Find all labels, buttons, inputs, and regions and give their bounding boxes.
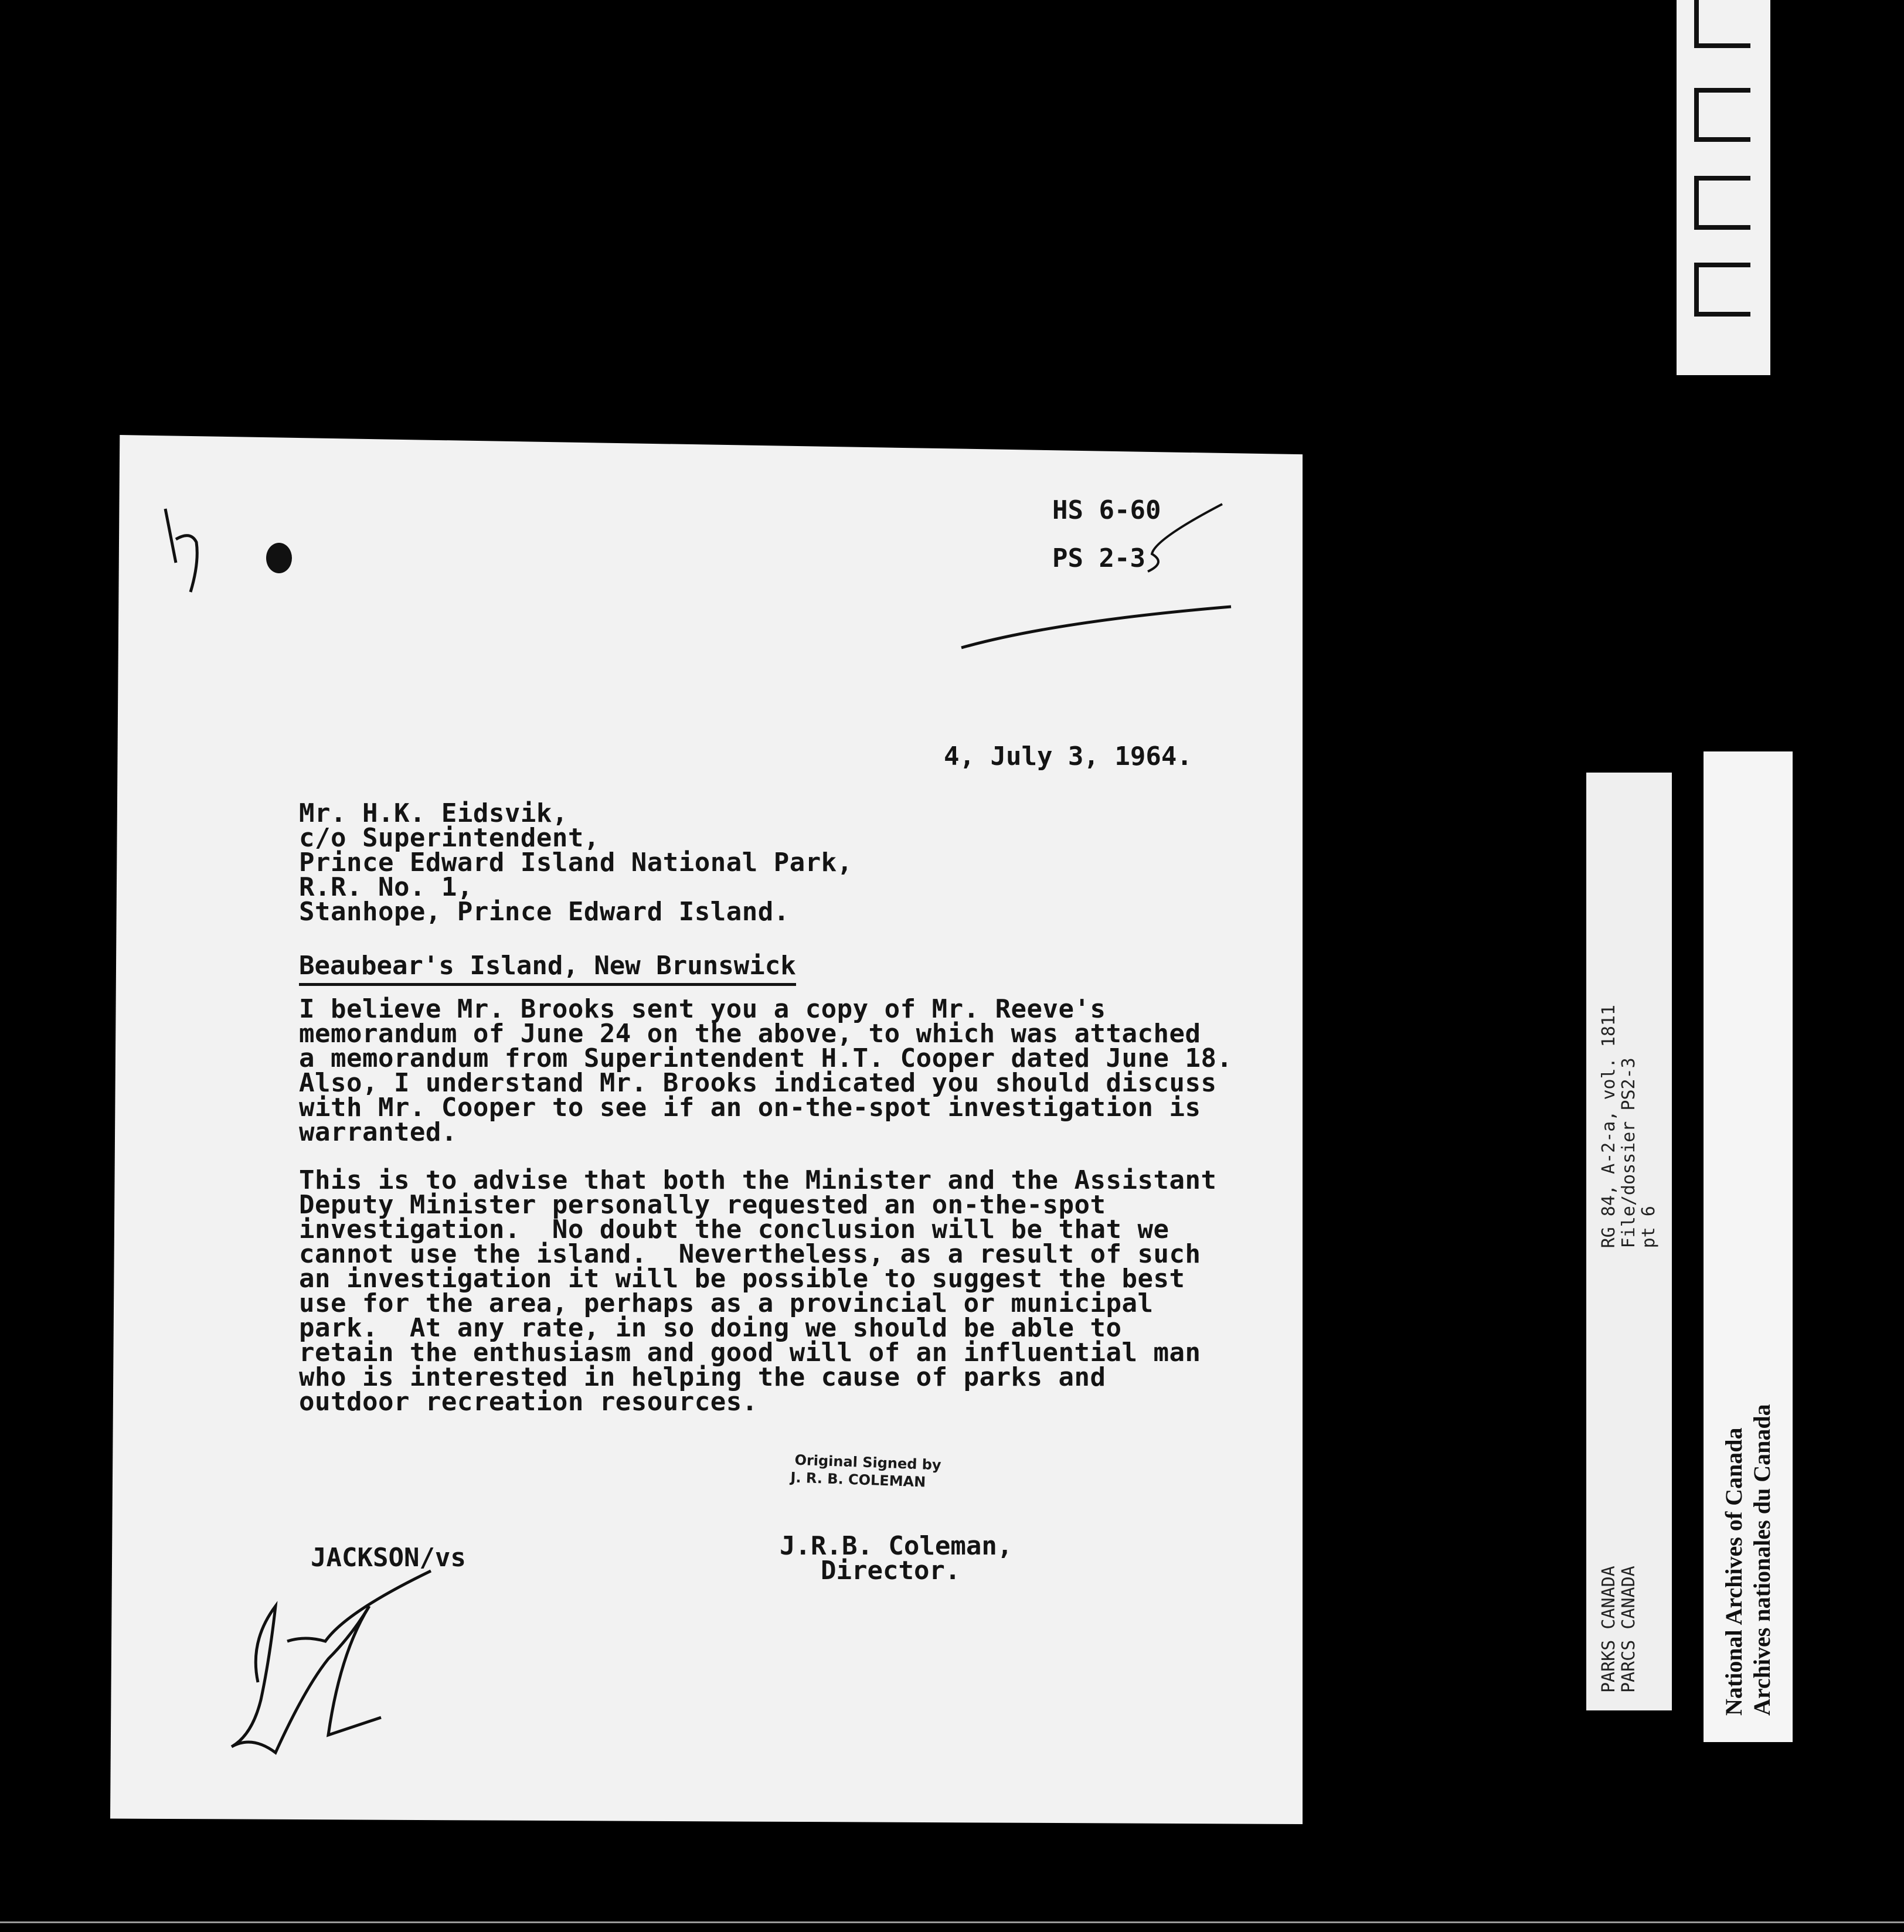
body-line: Also, I understand Mr. Brooks indicated you should discuss — [299, 1068, 1217, 1098]
body-line: use for the area, perhaps as a provincial or municipal — [299, 1288, 1154, 1318]
body-line: I believe Mr. Brooks sent you a copy of Mr. Reeve's — [299, 994, 1106, 1024]
archives-label-line: Archives nationales du Canada — [1749, 1404, 1775, 1716]
file-ref-hs: HS 6-60 — [1052, 495, 1161, 525]
body-line: with Mr. Cooper to see if an on-the-spot investigation is — [299, 1093, 1201, 1123]
stamp-line: J. R. B. COLEMAN — [790, 1469, 926, 1491]
stamp-line: Original Signed by — [794, 1451, 942, 1474]
body-line: park. At any rate, in so doing we should be able to — [299, 1313, 1122, 1343]
handwritten-mark-top-left — [165, 509, 197, 592]
body-line: a memorandum from Superintendent H.T. Cooper dated June 18. — [299, 1043, 1233, 1073]
address-line: R.R. No. 1, — [299, 872, 473, 902]
body-line: cannot use the island. Nevertheless, as a result of such — [299, 1239, 1201, 1269]
typist-initials: JACKSON/vs — [311, 1543, 466, 1573]
body-line: who is interested in helping the cause of parks and — [299, 1362, 1106, 1392]
subject-line: Beaubear's Island, New Brunswick — [299, 951, 796, 986]
handwritten-initials — [232, 1571, 431, 1753]
body-line: an investigation it will be possible to suggest the best — [299, 1264, 1185, 1294]
body-line: Deputy Minister personally requested an on-the-spot — [299, 1190, 1106, 1220]
body-line: outdoor recreation resources. — [299, 1387, 758, 1417]
parks-canada-label — [1586, 773, 1672, 1710]
national-archives-label — [1704, 751, 1793, 1742]
address-line: c/o Superintendent, — [299, 823, 600, 853]
archives-label-text — [1720, 778, 1776, 1716]
parks-label-line: PARKS CANADA RG 84, A-2-a, vol. 1811 — [1599, 1005, 1619, 1693]
punch-hole-mark — [266, 543, 292, 573]
parks-label-line: PARCS CANADA File/dossier PS2-3 — [1619, 1057, 1639, 1693]
body-line: investigation. No doubt the conclusion will be that we — [299, 1215, 1169, 1244]
parks-label-text — [1599, 790, 1659, 1693]
body-line: memorandum of June 24 on the above, to which was attached — [299, 1019, 1201, 1049]
file-ref-ps: PS 2-3 — [1052, 543, 1145, 573]
archives-label-line: National Archives of Canada — [1721, 1427, 1747, 1716]
scan-edge-line — [0, 1921, 1904, 1923]
signature-stamp — [790, 1451, 942, 1492]
signatory-title: Director. — [821, 1556, 961, 1586]
underline-stroke — [961, 607, 1231, 648]
letter-date: 4, July 3, 1964. — [944, 741, 1192, 771]
address-line: Stanhope, Prince Edward Island. — [299, 897, 790, 927]
body-line: retain the enthusiasm and good will of an influential man — [299, 1338, 1201, 1368]
signatory-name: J.R.B. Coleman, — [780, 1531, 1013, 1561]
parks-label-line: pt 6 — [1638, 1206, 1659, 1693]
address-line: Prince Edward Island National Park, — [299, 848, 853, 877]
body-line: This is to advise that both the Minister and the Assistant — [299, 1165, 1217, 1195]
body-line: warranted. — [299, 1117, 457, 1147]
address-line: Mr. H.K. Eidsvik, — [299, 798, 568, 828]
